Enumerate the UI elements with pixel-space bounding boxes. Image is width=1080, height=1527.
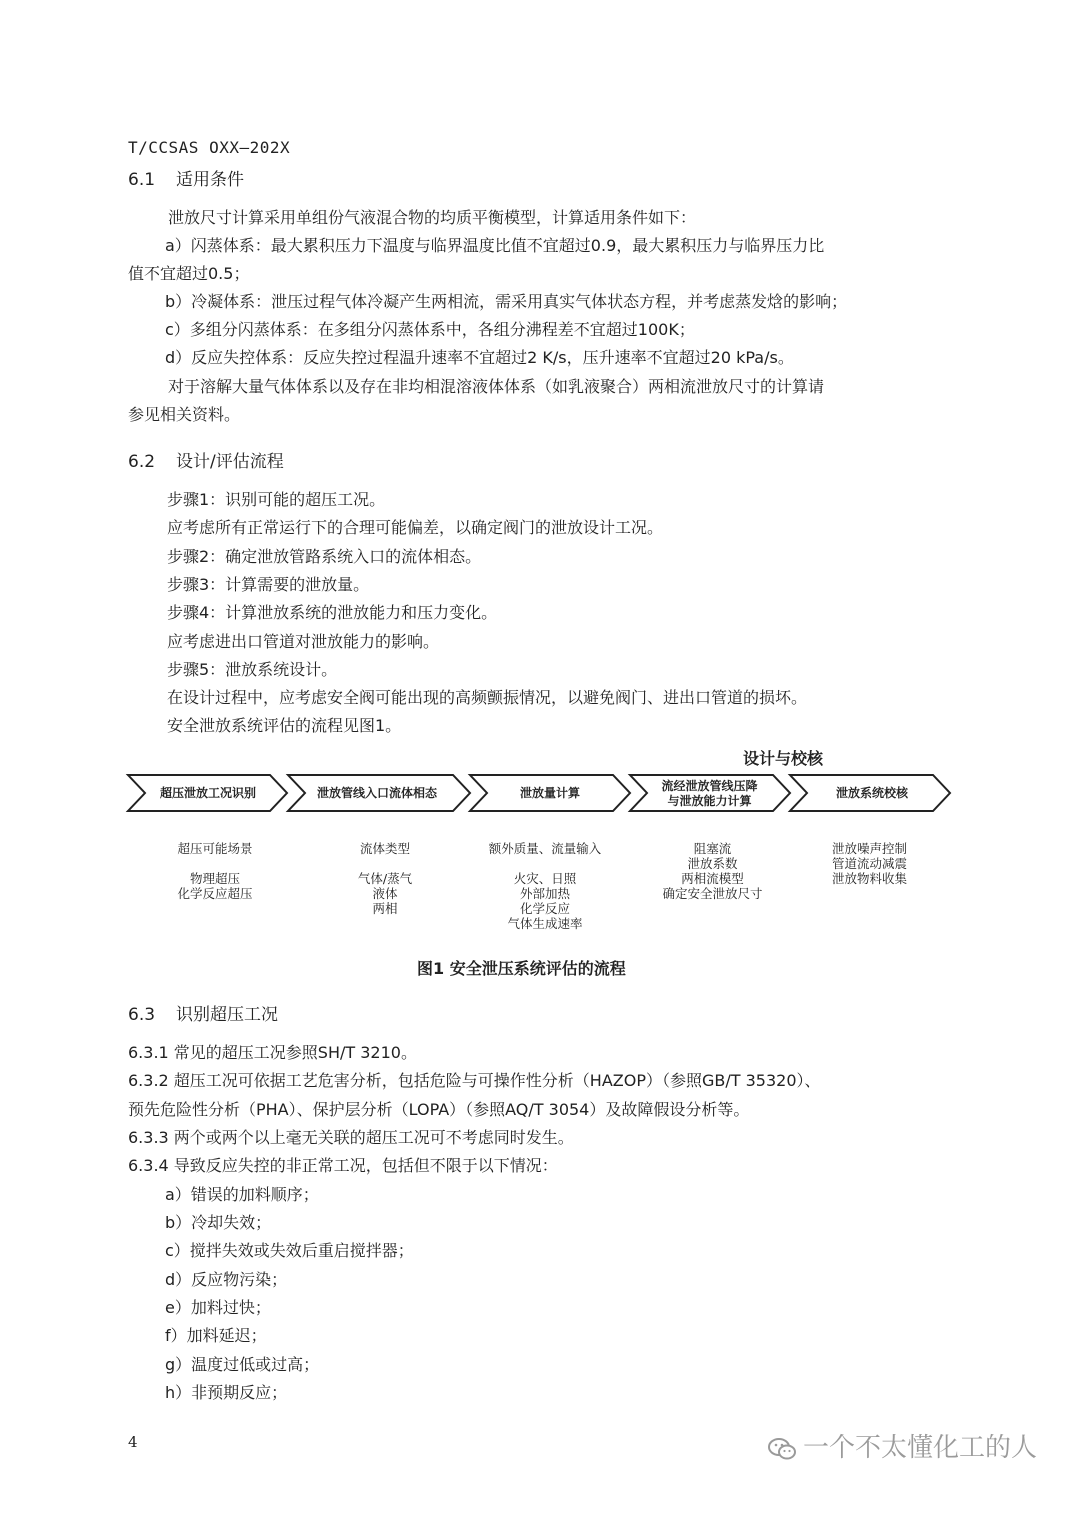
step-2-details — [330, 841, 440, 916]
list-item: b）冷凝体系：泄压过程气体冷凝产生两相流，需采用真实气体状态方程，并考虑蒸发焓的影响； — [165, 292, 848, 311]
step-line: 步骤2：确定泄放管路系统入口的流体相态。 — [167, 547, 482, 566]
step-line: 安全泄放系统评估的流程见图1。 — [167, 716, 402, 735]
step-label-line: 泄放系统校核 — [835, 786, 908, 800]
figure-group-label: 设计与校核 — [743, 749, 824, 768]
list-item: b）冷却失效； — [165, 1213, 272, 1232]
chevron-step-3-label — [485, 786, 615, 801]
step-line: 步骤1：识别可能的超压工况。 — [167, 490, 386, 509]
detail-line: 气体/蒸气 — [357, 871, 413, 886]
detail-line: 流体类型 — [359, 841, 410, 856]
step-line: 应考虑进出口管道对泄放能力的影响。 — [167, 632, 440, 651]
step-line: 步骤4：计算泄放系统的泄放能力和压力变化。 — [167, 603, 498, 622]
detail-line: 两相 — [372, 901, 398, 916]
section-number: 6.3 — [128, 1005, 156, 1025]
list-item: g）温度过低或过高； — [165, 1355, 320, 1374]
detail-line: 泄放噪声控制 — [831, 841, 907, 856]
chevron-step-5-label — [807, 786, 937, 801]
paragraph-continuation: 参见相关资料。 — [128, 405, 241, 424]
detail-line: 泄放物料收集 — [831, 871, 907, 886]
step-line: 步骤5：泄放系统设计。 — [167, 660, 338, 679]
detail-line: 化学反应 — [519, 901, 570, 916]
list-item: c）多组分闪蒸体系：在多组分闪蒸体系中，各组分沸程差不宜超过100K； — [165, 320, 695, 339]
section-title: 识别超压工况 — [176, 1005, 278, 1025]
list-item: a）错误的加料顺序； — [165, 1185, 319, 1204]
detail-line — [330, 856, 440, 871]
watermark — [767, 1427, 1037, 1464]
step-4-details — [650, 841, 775, 901]
section-number: 6.1 — [128, 170, 156, 190]
list-item: e）加料过快； — [165, 1298, 271, 1317]
section-6-2-heading — [128, 447, 284, 472]
step-5-details — [812, 841, 927, 886]
list-item: d）反应物污染； — [165, 1270, 288, 1289]
paragraph: 泄放尺寸计算采用单组份气液混合物的均质平衡模型，计算适用条件如下： — [168, 208, 697, 227]
detail-line: 额外质量、流量输入 — [488, 841, 602, 856]
figure-caption: 图1 安全泄压系统评估的流程 — [417, 959, 626, 978]
detail-line — [150, 856, 280, 871]
clause-6-3-1: 6.3.1 常见的超压工况参照SH/T 3210。 — [128, 1043, 417, 1062]
list-item: f）加料延迟； — [165, 1326, 267, 1345]
list-item: c）搅拌失效或失效后重启搅拌器； — [165, 1241, 414, 1260]
step-label-line: 超压泄放工况识别 — [159, 786, 256, 800]
clause-6-3-2: 6.3.2 超压工况可依据工艺危害分析，包括危险与可操作性分析（HAZOP）（参照GB/T 35320）、 — [128, 1071, 821, 1090]
list-item: a）闪蒸体系：最大累积压力下温度与临界温度比值不宜超过0.9，最大累积压力与临界压力比 — [165, 236, 825, 255]
list-item: h）非预期反应； — [165, 1383, 288, 1402]
watermark-text: 一个不太懂化工的人 — [803, 1433, 1038, 1463]
detail-line: 火灾、日照 — [513, 871, 577, 886]
list-item: d）反应失控体系：反应失控过程温升速率不宜超过2 K/s，压升速率不宜超过20 kPa/s。 — [165, 348, 794, 367]
page-number: 4 — [128, 1433, 138, 1451]
step-label-line: 泄放量计算 — [519, 786, 580, 800]
detail-line: 确定安全泄放尺寸 — [662, 886, 763, 901]
detail-line: 化学反应超压 — [177, 886, 253, 901]
clause-6-3-4: 6.3.4 导致反应失控的非正常工况，包括但不限于以下情况： — [128, 1156, 558, 1175]
detail-line: 物理超压 — [189, 871, 240, 886]
clause-6-3-3: 6.3.3 两个或两个以上毫无关联的超压工况可不考虑同时发生。 — [128, 1128, 574, 1147]
section-6-3-heading — [128, 1000, 278, 1025]
section-title: 设计/评估流程 — [176, 452, 284, 472]
step-label-line: 泄放管线入口流体相态 — [316, 786, 437, 800]
paragraph: 对于溶解大量气体体系以及存在非均相混溶液体体系（如乳液聚合）两相流泄放尺寸的计算请 — [168, 377, 825, 396]
clause-6-3-2-continuation: 预先危险性分析（PHA）、保护层分析（LOPA）（参照AQ/T 3054）及故障假设分析等。 — [128, 1100, 750, 1119]
step-line: 步骤3：计算需要的泄放量。 — [167, 575, 370, 594]
section-6-1-heading — [128, 165, 244, 190]
detail-line — [475, 856, 615, 871]
chevron-step-1-label — [148, 786, 268, 801]
chevron-step-2-label — [302, 786, 452, 801]
step-line: 应考虑所有正常运行下的合理可能偏差，以确定阀门的泄放设计工况。 — [167, 518, 664, 537]
step-1-details — [150, 841, 280, 901]
wechat-icon — [767, 1436, 797, 1462]
section-title: 适用条件 — [176, 170, 244, 190]
detail-line: 阻塞流 — [693, 841, 732, 856]
document-code: T/CCSAS OXX—202X — [128, 138, 291, 157]
detail-line: 超压可能场景 — [177, 841, 253, 856]
step-label-line: 流经泄放管线压降 — [661, 779, 758, 793]
detail-line: 两相流模型 — [681, 871, 744, 886]
step-3-details — [475, 841, 615, 931]
list-item-continuation: 值不宜超过0.5； — [128, 264, 250, 283]
detail-line: 管道流动减震 — [831, 856, 907, 871]
chevron-step-4-label — [647, 779, 772, 809]
detail-line: 气体生成速率 — [507, 916, 583, 931]
step-line: 在设计过程中，应考虑安全阀可能出现的高频颤振情况，以避免阀门、进出口管道的损坏。 — [167, 688, 808, 707]
section-number: 6.2 — [128, 452, 156, 472]
detail-line: 泄放系数 — [687, 856, 738, 871]
detail-line: 液体 — [372, 886, 398, 901]
step-label-line: 与泄放能力计算 — [667, 794, 752, 808]
detail-line: 外部加热 — [519, 886, 570, 901]
